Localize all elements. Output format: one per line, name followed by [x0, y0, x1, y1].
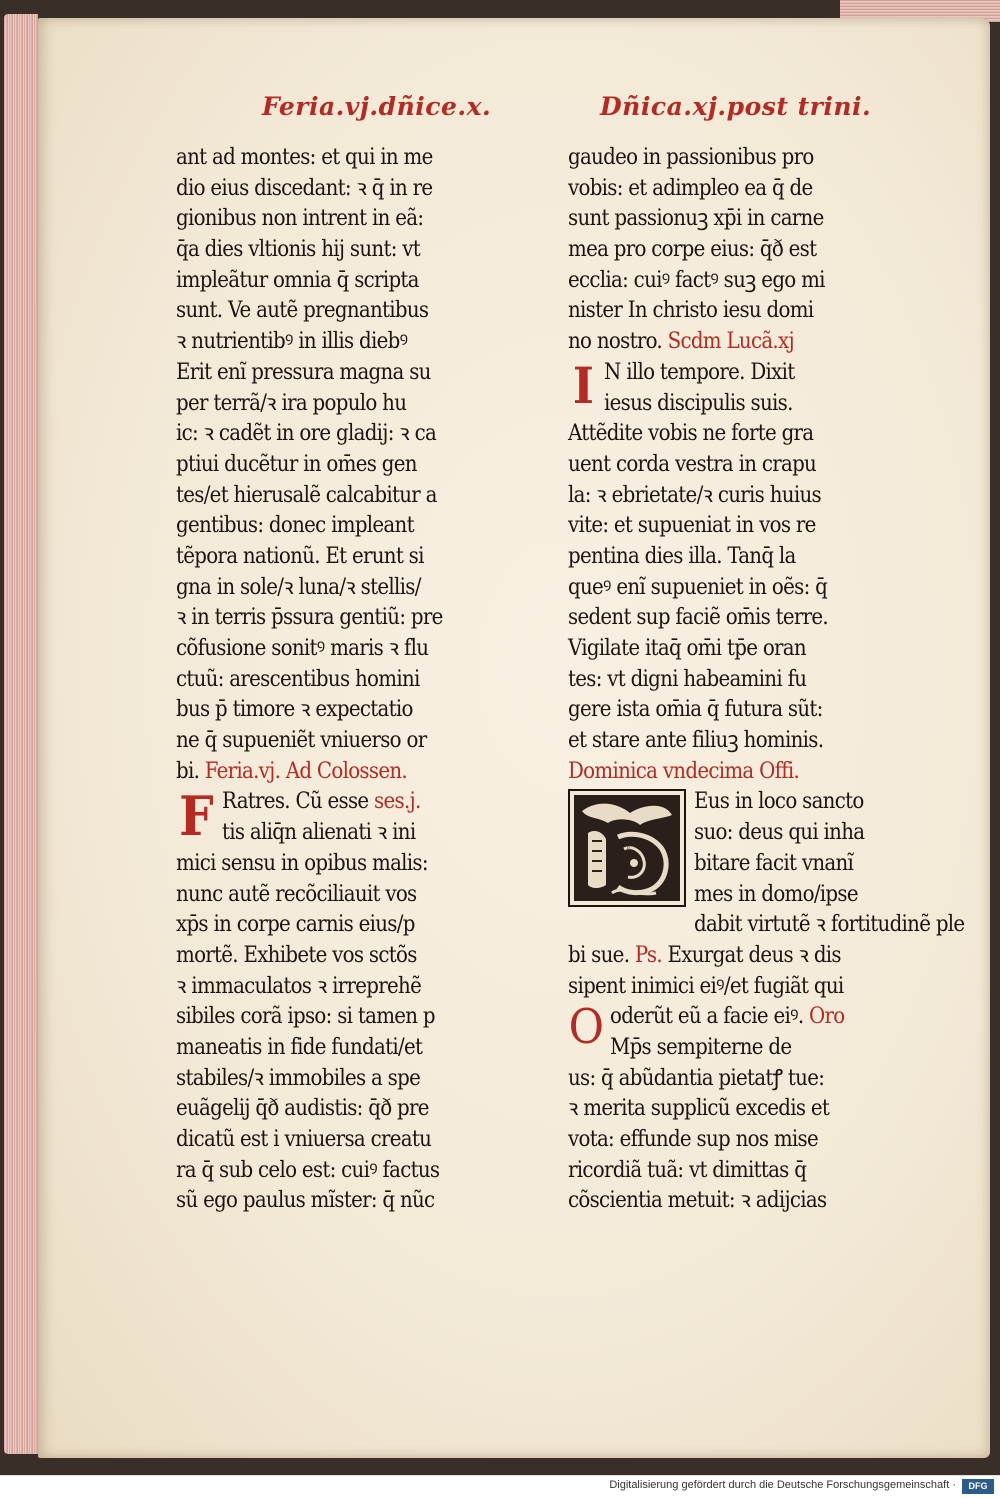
- text-line: gere ista om̄ia q̄ futura sũt:: [568, 697, 823, 723]
- text-line: [568, 941, 913, 972]
- text-line: ricordiã tuã: vt dimittas q̄: [568, 1157, 807, 1183]
- text-line: ꝛ in terris p̄ssura gentiũ: pre: [176, 605, 443, 631]
- text-fragment: oderũt eũ a facie eiꝰ.: [610, 1004, 804, 1030]
- text-line: mes in domo/ipse: [694, 881, 858, 907]
- text-line: [568, 327, 913, 358]
- text-line: cõfusione sonitꝰ maris ꝛ flu: [176, 636, 429, 661]
- text-line: la: ꝛ ebrietate/ꝛ curis huius: [568, 482, 821, 508]
- initial-paragraph: [568, 355, 913, 419]
- text-line: sunt. Ve autẽ pregnantibus: [176, 298, 429, 324]
- text-line: gionibus non intrent in eã:: [176, 206, 424, 232]
- text-line: impleãtur omnia q̄ scripta: [176, 267, 419, 293]
- text-line: xp̄s in corpe carnis eius/p: [176, 912, 415, 938]
- text-line: [568, 1002, 913, 1033]
- text-line: sipent inimici eiꝰ/et fugiãt qui: [568, 973, 844, 999]
- woodcut-letter: D: [627, 845, 630, 851]
- text-line: gna in sole/ꝛ luna/ꝛ stellis/: [176, 574, 421, 600]
- text-line: q̄a dies vltionis hij sunt: vt: [176, 237, 420, 263]
- text-line: tes: vt digni habeamini fu: [568, 666, 807, 692]
- right-column-bottom-lines: [568, 1064, 913, 1217]
- rubric-line: [176, 757, 516, 788]
- text-line: Attẽdite vobis ne forte gra: [568, 421, 814, 447]
- text-line: ctuũ: arescentibus homini: [176, 666, 420, 692]
- text-line: Erit enĩ pressura magna su: [176, 359, 431, 385]
- running-head-right: Dñica.xj.post trini.: [600, 92, 872, 121]
- text-line: sunt passionuꝫ xp̄i in carne: [568, 206, 824, 232]
- marginal-rubric: ses.j.: [374, 789, 421, 815]
- text-line: ꝛ immaculatos ꝛ irreprehẽ: [176, 973, 422, 999]
- woodcut-initial-D-image: [568, 789, 686, 907]
- text-line: dio eius discedant: ꝛ q̄ in re: [176, 175, 433, 201]
- text-line: ra q̄ sub celo est: cuiꝰ factus: [176, 1157, 440, 1183]
- text-line: N illo tempore. Dixit: [604, 359, 795, 385]
- rubric-psalm: Ps.: [634, 942, 662, 968]
- text-line: Vigilate itaq̄ om̄i tp̄e oran: [568, 636, 806, 661]
- right-text-column: [568, 143, 965, 1217]
- text-line: cõscientia metuit: ꝛ adijcias: [568, 1188, 827, 1214]
- text-line: per terrã/ꝛ ira populo hu: [176, 390, 407, 416]
- initial-letter: O: [568, 999, 604, 1056]
- text-line: ptiui ducẽtur in om̄es gen: [176, 451, 417, 477]
- text-line: mortẽ. Exhibete vos sctõs: [176, 942, 417, 968]
- running-head-left: Feria.vj.dñice.x.: [262, 92, 492, 121]
- initial-paragraph: [176, 784, 516, 849]
- text-line: gaudeo in passionibus pro: [568, 145, 814, 170]
- text-line: queꝰ enĩ supueniet in oẽs: q̄: [568, 574, 828, 600]
- text-line: ne q̄ supueniẽt vniuerso or: [176, 728, 427, 754]
- text-line: gentibus: donec impleant: [176, 513, 414, 539]
- text-line: bitare facit vnanĩ: [694, 850, 854, 876]
- right-column-middle-lines: [568, 419, 913, 757]
- text-line: ecclia: cuiꝰ factꝰ suꝫ ego mi: [568, 267, 825, 293]
- text-line: iesus discipulis suis.: [604, 390, 793, 416]
- left-column-top-lines: [176, 143, 516, 757]
- text-line: maneatis in fide fundati/et: [176, 1034, 423, 1060]
- text-line: vobis: et adimpleo ea q̄ de: [568, 175, 813, 201]
- rubric-oratio: Oro: [809, 1004, 845, 1030]
- text-fragment: Ratres. Cũ esse: [222, 789, 369, 815]
- text-line: pentina dies illa. Tanq̄ la: [568, 543, 796, 569]
- text-line: Mp̄s sempiterne de: [610, 1034, 792, 1060]
- text-line: uent corda vestra in crapu: [568, 451, 817, 477]
- text-line: nunc autẽ recõciliauit vos: [176, 881, 417, 907]
- text-line: nister In christo iesu domi: [568, 298, 814, 324]
- funding-credit: Digitalisierung gefördert durch die Deutsche Forschungsgemeinschaft ·: [609, 1479, 956, 1491]
- rubric-epistle-heading: Feria.vj. Ad Colossen.: [204, 758, 407, 784]
- text-fragment: bi.: [176, 758, 200, 784]
- text-line: sibiles corã ipso: si tamen p: [176, 1004, 435, 1030]
- text-line: tẽpora nationũ. Et erunt si: [176, 543, 424, 569]
- initial-letter: F: [179, 784, 213, 849]
- text-line: ꝛ nutrientibꝰ in illis diebꝰ: [176, 329, 408, 355]
- text-line: vota: effunde sup nos mise: [568, 1127, 819, 1152]
- footer-bar: [0, 1475, 1000, 1498]
- text-line: Eus in loco sancto: [694, 789, 864, 815]
- woodcut-paragraph: [568, 787, 913, 910]
- text-line: mici sensu in opibus malis:: [176, 850, 428, 876]
- left-text-column: [176, 143, 516, 1217]
- text-fragment: bi sue.: [568, 942, 630, 968]
- oratio-paragraph: [568, 999, 913, 1063]
- text-line: us: q̄ abũdantia pietatꝭ tue:: [568, 1065, 825, 1091]
- text-line: bus p̄ timore ꝛ expectatio: [176, 697, 413, 723]
- left-column-bottom-lines: [176, 849, 516, 1217]
- text-line: euãgelij q̄ð audistis: q̄ð pre: [176, 1096, 429, 1122]
- text-line: stabiles/ꝛ immobiles a spe: [176, 1065, 421, 1091]
- text-line: suo: deus qui inha: [694, 820, 865, 846]
- rubric-gospel-heading: Scdm Lucã.xj: [667, 329, 794, 355]
- right-column-top-lines: [568, 143, 913, 327]
- text-line: sũ ego paulus mĩster: q̄ nũc: [176, 1188, 435, 1214]
- initial-letter: I: [572, 355, 594, 415]
- text-line: tis aliq̄n alienati ꝛ ini: [222, 820, 416, 846]
- text-line: mea pro corpe eius: q̄ð est: [568, 237, 817, 263]
- text-line: ant ad montes: et qui in me: [176, 145, 433, 170]
- text-line: vite: et supueniat in vos re: [568, 513, 816, 539]
- book-page-edge: [4, 14, 38, 1454]
- text-line: dicatũ est i vniuersa creatu: [176, 1127, 432, 1152]
- text-line: dabit virtutẽ ꝛ fortitudinẽ ple: [694, 912, 965, 938]
- text-line: tes/et hierusalẽ calcabitur a: [176, 482, 437, 508]
- text-line: [176, 787, 516, 818]
- dfg-logo: DFG: [962, 1479, 994, 1494]
- text-fragment: no nostro.: [568, 329, 662, 355]
- text-line: ꝛ merita supplicũ excedis et: [568, 1096, 830, 1122]
- text-line: sedent sup faciẽ om̄is terre.: [568, 605, 829, 631]
- text-line: et stare ante filiuꝫ hominis.: [568, 728, 824, 754]
- rubric-sunday-heading: Dominica vndecima Offi.: [568, 758, 800, 784]
- text-fragment: Exurgat deus ꝛ dis: [667, 942, 841, 968]
- text-line: ic: ꝛ cadẽt in ore gladij: ꝛ ca: [176, 421, 437, 447]
